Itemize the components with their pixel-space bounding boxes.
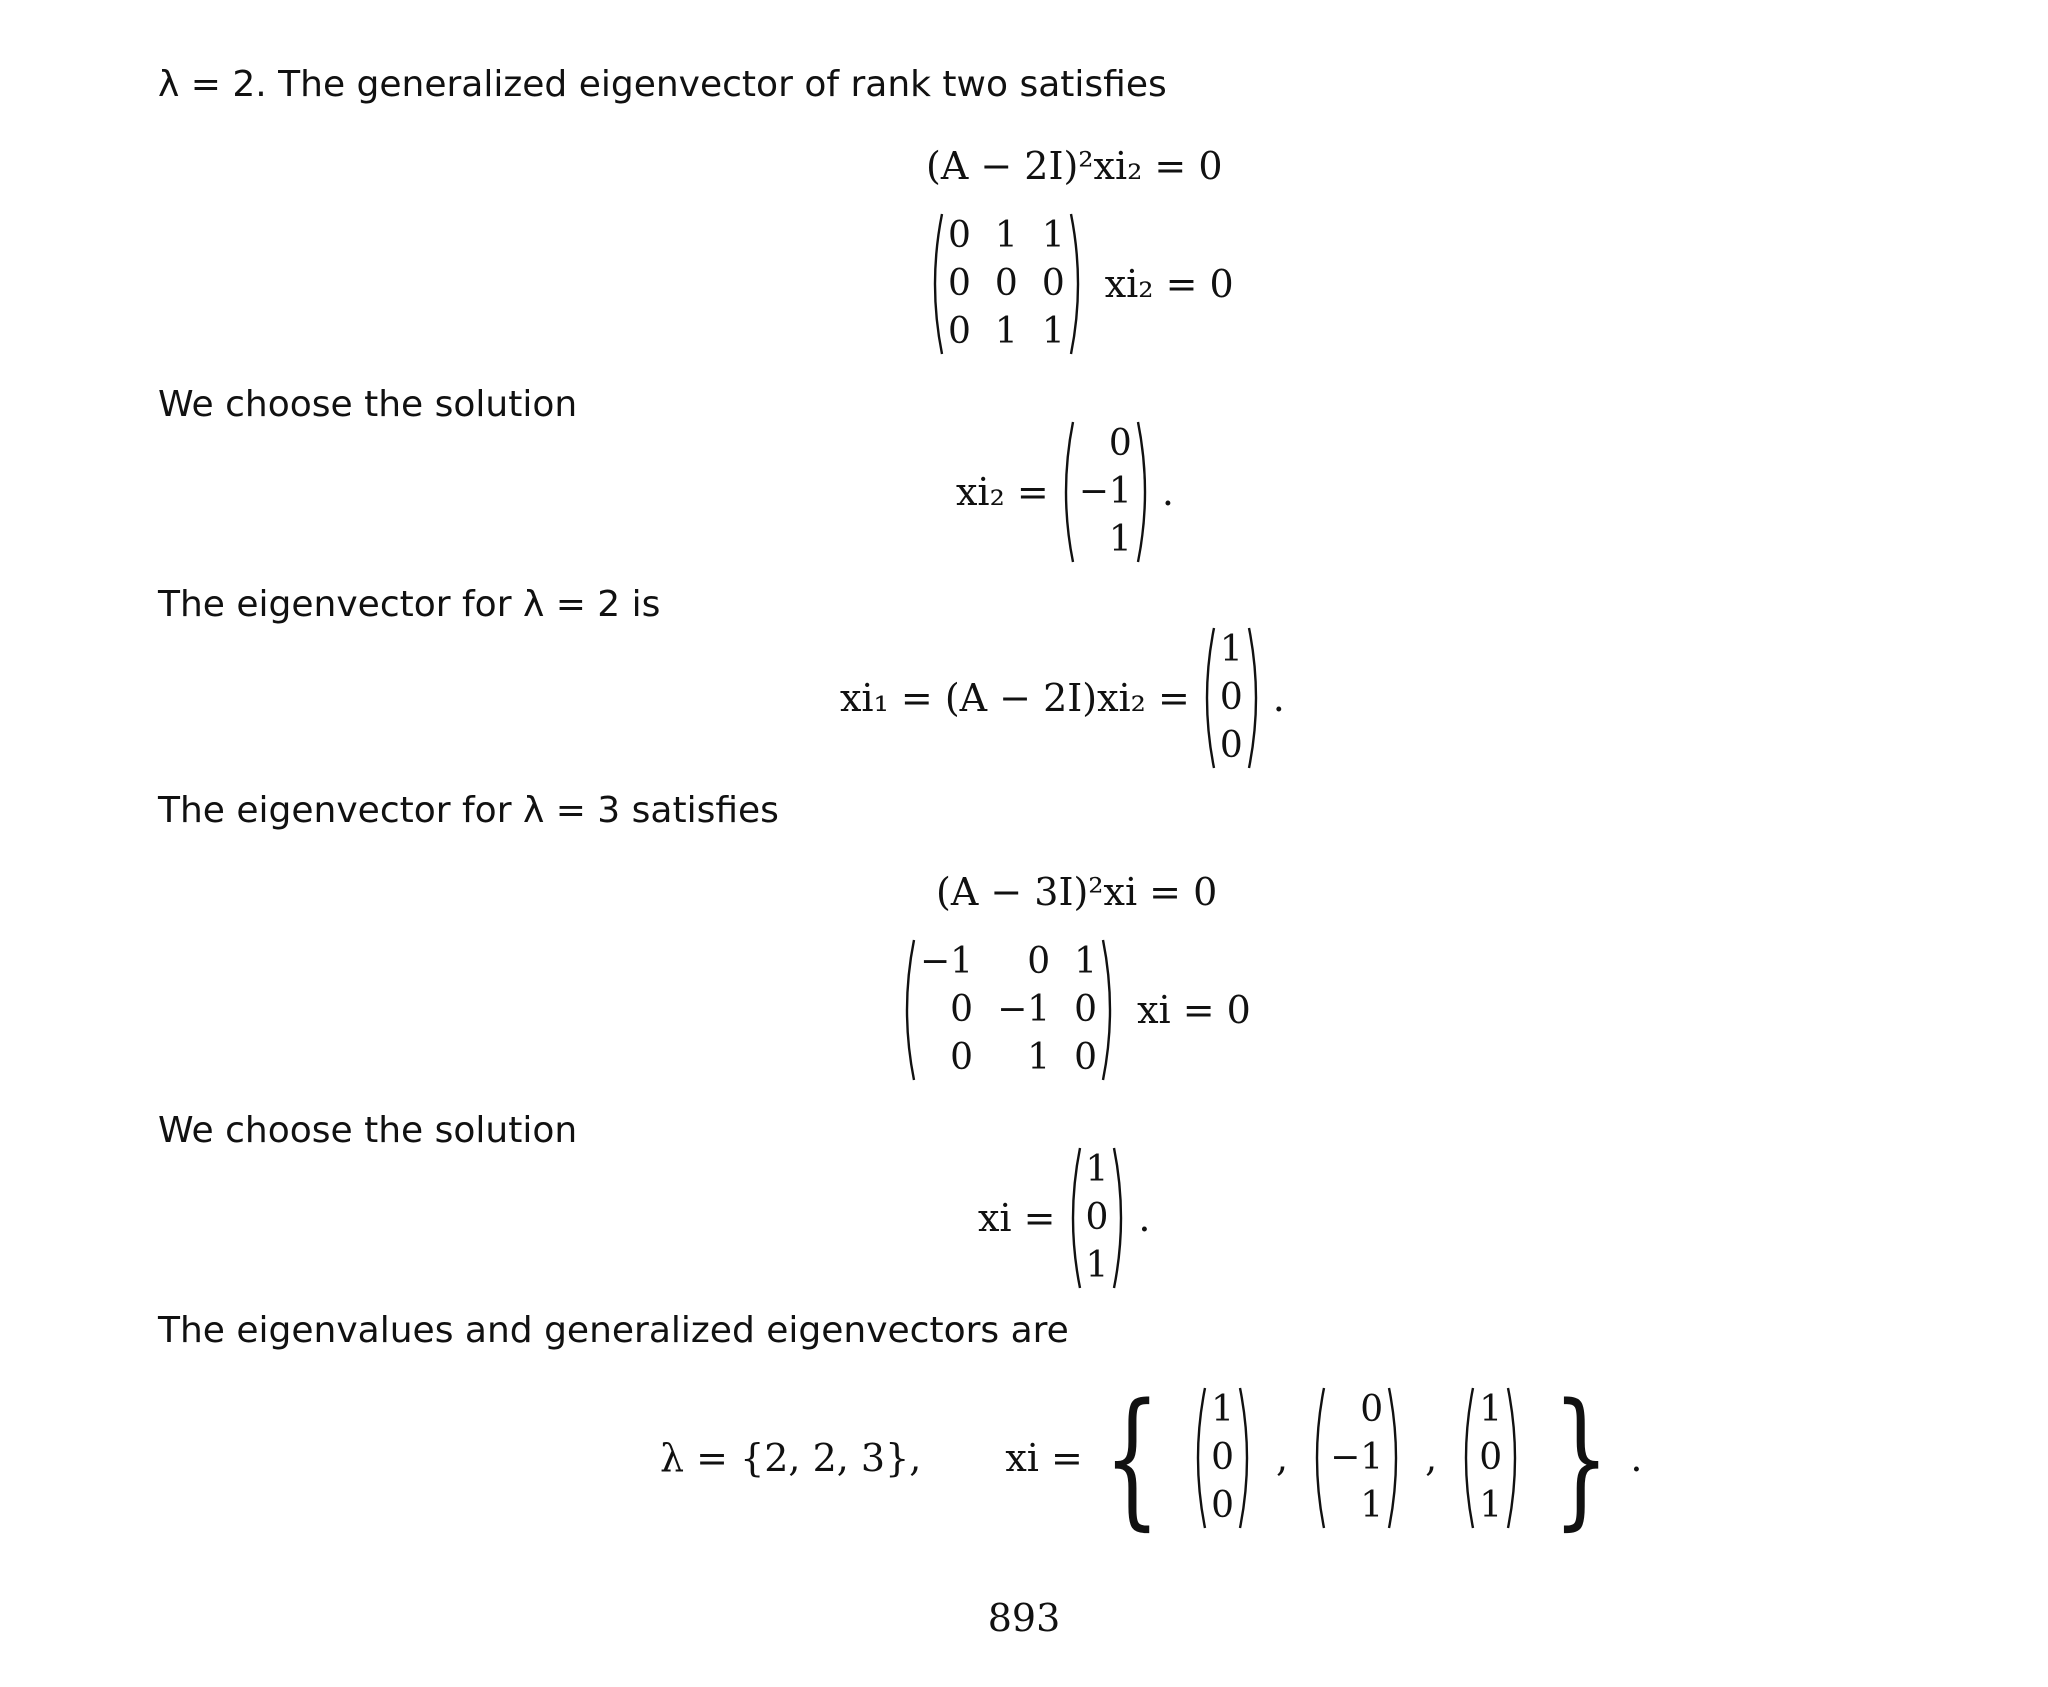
equation-3-lhs: xi₂ = xyxy=(956,470,1049,514)
matrix-cell: 1 xyxy=(1108,519,1132,560)
equation-5-text: (A − 3I)²xi = 0 xyxy=(936,870,1218,914)
vector-v3-cells xyxy=(1082,1146,1113,1290)
left-paren-icon xyxy=(1308,1386,1326,1530)
matrix-cell: −1 xyxy=(1078,471,1132,512)
comma-separator: , xyxy=(1425,1436,1438,1480)
eigenvector-set xyxy=(1181,1386,1532,1530)
matrix-cell: −1 xyxy=(920,941,974,982)
set-vector-cells xyxy=(1326,1386,1387,1530)
eigenvector-2-text: The eigenvector for λ = 2 is xyxy=(158,584,661,625)
matrix-cell: 1 xyxy=(1041,311,1065,352)
matrix-cell: 1 xyxy=(994,215,1018,256)
equation-7 xyxy=(978,1146,1151,1290)
matrix-cell: 1 xyxy=(1085,1245,1109,1286)
period: . xyxy=(1272,676,1285,720)
equation-2-rhs: xi₂ = 0 xyxy=(1104,262,1234,306)
equation-3 xyxy=(956,420,1174,564)
vector-v3 xyxy=(1064,1146,1131,1290)
matrix-cell: 1 xyxy=(1211,1389,1234,1430)
eigenvector-3-text: The eigenvector for λ = 3 satisfies xyxy=(158,790,779,831)
matrix-cell: 1 xyxy=(1219,629,1243,670)
right-paren-icon xyxy=(1387,1386,1405,1530)
left-paren-icon xyxy=(1064,1146,1082,1290)
left-paren-icon xyxy=(926,212,944,356)
matrix-cell: 0 xyxy=(950,989,974,1030)
summary-text: The eigenvalues and generalized eigenvectors are xyxy=(158,1310,1069,1351)
intro-text: λ = 2. The generalized eigenvector of rank two satisfies xyxy=(158,64,1167,105)
matrix-m2-cells xyxy=(916,938,1101,1082)
matrix-cell: 0 xyxy=(948,215,971,256)
right-paren-icon xyxy=(1247,626,1265,770)
matrix-cell: 0 xyxy=(948,263,971,304)
vector-v2-cells xyxy=(1216,626,1247,770)
matrix-cell: 0 xyxy=(1211,1437,1234,1478)
matrix-cell: 0 xyxy=(1074,989,1098,1030)
equation-8-lambda: λ = {2, 2, 3}, xyxy=(660,1436,922,1480)
matrix-cell: 0 xyxy=(1479,1437,1503,1478)
left-paren-icon xyxy=(1057,420,1075,564)
vector-v2 xyxy=(1198,626,1265,770)
equation-1 xyxy=(926,144,1223,188)
equation-5 xyxy=(936,870,1217,914)
matrix-cell: 0 xyxy=(994,263,1018,304)
left-paren-icon xyxy=(1189,1386,1207,1530)
period: . xyxy=(1630,1436,1643,1480)
matrix-cell: 0 xyxy=(950,1037,974,1078)
equation-6 xyxy=(890,938,1251,1082)
matrix-cell: 1 xyxy=(1360,1485,1384,1526)
matrix-cell: 1 xyxy=(994,311,1018,352)
right-paren-icon xyxy=(1238,1386,1256,1530)
equation-8 xyxy=(660,1372,1643,1544)
page-number: 893 xyxy=(987,1596,1061,1640)
matrix-cell: 1 xyxy=(1074,941,1098,982)
equation-2 xyxy=(918,212,1234,356)
matrix-cell: 1 xyxy=(1479,1389,1503,1430)
equation-4-lhs: xi₁ = (A − 2I)xi₂ = xyxy=(840,676,1190,720)
right-paren-icon xyxy=(1506,1386,1524,1530)
matrix-cell: −1 xyxy=(997,989,1051,1030)
right-paren-icon xyxy=(1069,212,1087,356)
vector-v1 xyxy=(1057,420,1154,564)
comma-separator: , xyxy=(1275,1436,1289,1480)
matrix-cell: 0 xyxy=(1074,1037,1098,1078)
matrix-cell: 0 xyxy=(1219,677,1243,718)
right-paren-icon xyxy=(1136,420,1154,564)
equation-7-lhs: xi = xyxy=(978,1196,1056,1240)
set-vector-cells xyxy=(1207,1386,1238,1530)
matrix-cell: 0 xyxy=(1211,1485,1234,1526)
matrix-cell: 0 xyxy=(1219,725,1243,766)
matrix-cell: −1 xyxy=(1330,1437,1384,1478)
set-vector xyxy=(1308,1386,1405,1530)
matrix-m2 xyxy=(898,938,1119,1082)
matrix-cell: 0 xyxy=(1041,263,1065,304)
left-paren-icon xyxy=(898,938,916,1082)
left-paren-icon xyxy=(1198,626,1216,770)
choose-text-1: We choose the solution xyxy=(158,384,578,425)
left-brace-icon: { xyxy=(1103,1372,1161,1544)
equation-6-rhs: xi = 0 xyxy=(1137,988,1251,1032)
equation-4 xyxy=(840,626,1285,770)
matrix-cell: 0 xyxy=(948,311,971,352)
set-vector-cells xyxy=(1475,1386,1506,1530)
equation-8-xi: xi = xyxy=(1005,1436,1083,1480)
matrix-cell: 1 xyxy=(1085,1149,1109,1190)
matrix-cell: 0 xyxy=(1085,1197,1109,1238)
matrix-cell: 1 xyxy=(1041,215,1065,256)
set-vector xyxy=(1457,1386,1524,1530)
period: . xyxy=(1161,470,1174,514)
left-paren-icon xyxy=(1457,1386,1475,1530)
right-brace-icon: } xyxy=(1552,1372,1610,1544)
right-paren-icon xyxy=(1112,1146,1130,1290)
matrix-cell: 1 xyxy=(1027,1037,1051,1078)
matrix-m1-cells xyxy=(944,212,1069,356)
choose-text-2: We choose the solution xyxy=(158,1110,578,1151)
right-paren-icon xyxy=(1101,938,1119,1082)
period: . xyxy=(1138,1196,1151,1240)
matrix-cell: 0 xyxy=(1027,941,1051,982)
matrix-m1 xyxy=(926,212,1087,356)
set-vector xyxy=(1189,1386,1256,1530)
vector-v1-cells xyxy=(1075,420,1136,564)
equation-1-text: (A − 2I)²xi₂ = 0 xyxy=(926,144,1223,188)
matrix-cell: 0 xyxy=(1108,423,1132,464)
matrix-cell: 1 xyxy=(1479,1485,1503,1526)
matrix-cell: 0 xyxy=(1360,1389,1384,1430)
